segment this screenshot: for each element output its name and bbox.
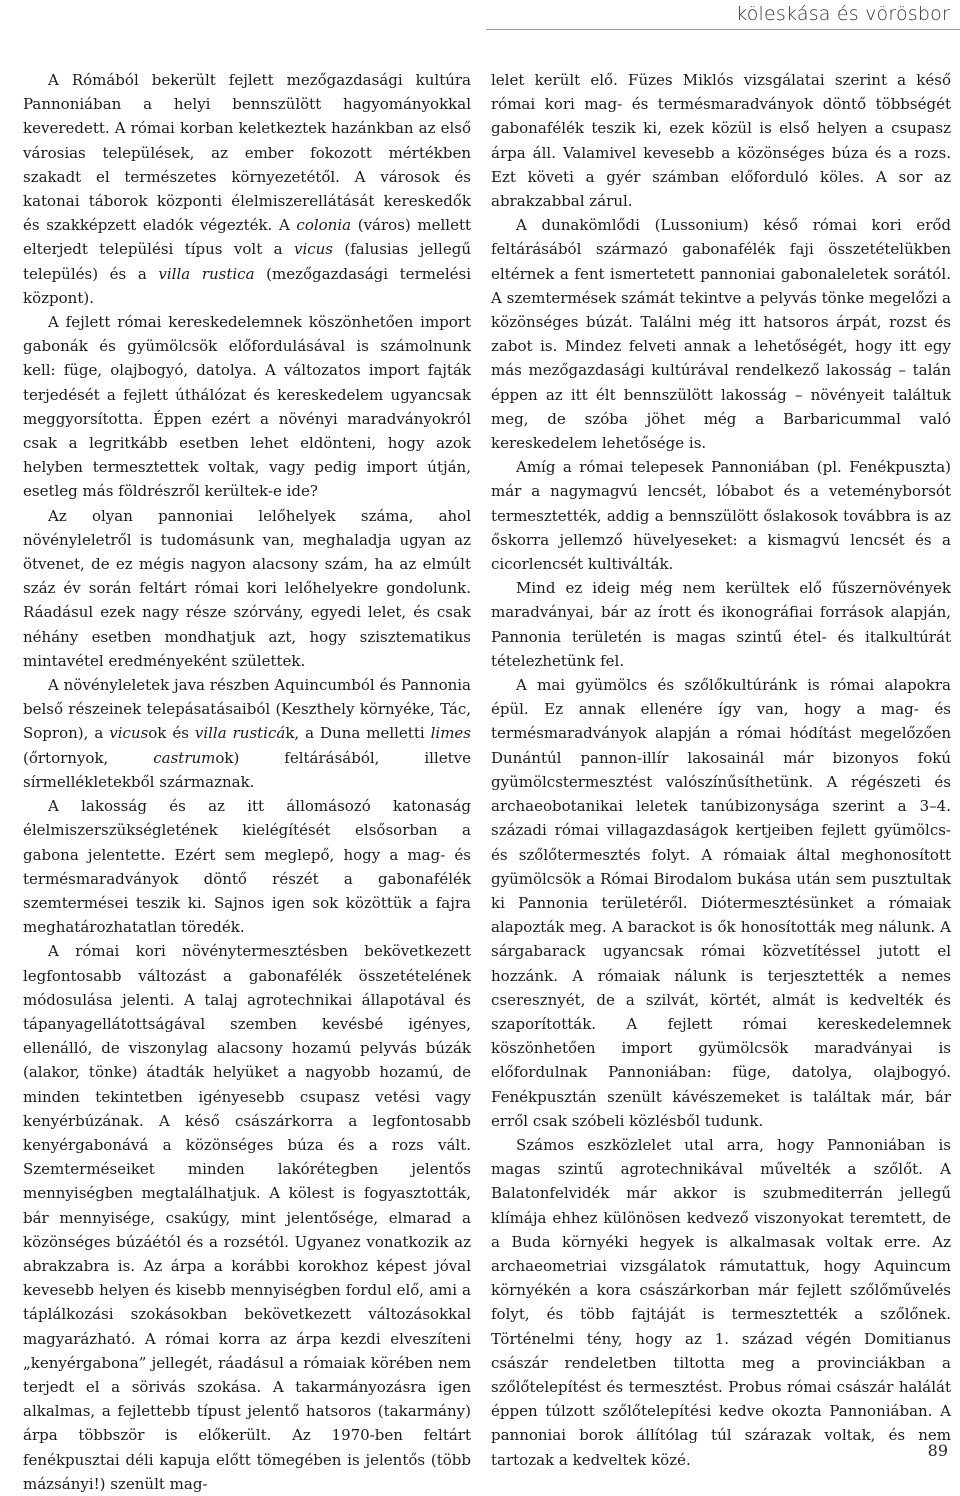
- text-run: Amíg a római telepesek Pannoniában (pl. Fenékpuszta) már a nagymagvú lencsét, lóbabot és a veteményborsót termesztették, addig a bennszülött őslakosok továbbra is az őskorra jellemző hüvelyeseket: a kismagvú lencsét és a cicorlencsét kultiválták.: [491, 458, 951, 574]
- paragraph: [23, 310, 471, 504]
- italic-term: castrum: [153, 748, 216, 767]
- page-number: 89: [927, 1441, 948, 1460]
- italic-term: villa rusticá: [194, 724, 286, 743]
- right-column: [491, 68, 951, 1472]
- italic-term: villa rustica: [158, 264, 255, 283]
- paragraph-continued: [491, 68, 951, 213]
- paragraph: [23, 68, 471, 310]
- paragraph: [491, 455, 951, 576]
- running-title: köleskása és vörösbor: [736, 3, 950, 25]
- text-run: k, a Duna melletti: [285, 724, 431, 743]
- left-column: [23, 68, 471, 1496]
- paragraph: [23, 504, 471, 673]
- italic-term: vicus: [293, 240, 333, 259]
- text-run: (város) mellett elterjedt települési típus volt a: [23, 216, 471, 259]
- text-run: A dunakömlődi (Lussonium) késő római kori erőd feltárásából származó gabonafélék faji összetételükben eltérnek a fent ismertetett pannoniai gabonaleletek sorától. A szemtermések számát tekintve a pelyvás tönke megelőzi a közönséges búzát. Találni még itt hatsoros árpát, rozst és zabot is. Mindez felveti annak a lehetőségét, hogy itt egy más mezőgazdasági kultúrával rendelkező lakosság – talán éppen az itt élt bennszülött lakosság – növényeit találtuk meg, de szóba jöhet még a Barbaricummal való kereskedelem lehetősége is.: [491, 216, 951, 453]
- text-run: A fejlett római kereskedelemnek köszönhetően import gabonák és gyümölcsök előfordulásával is számolnunk kell: füge, olajbogyó, datolya. A változatos import fajták terjedését a fejlett úthálózat és kereskedelem ugyancsak meggyorsította. Éppen ezért a növényi maradványokról csak a legritkább esetben lehet eldönteni, hogy azok helyben termesztettek voltak, vagy pedig import útján, esetleg más földrészről kerültek-e ide?: [23, 313, 471, 501]
- text-run: A növényleletek java részben Aquincumból és Pannonia belső részeinek telepásatásaiból (Keszthely környéke, Tác, Sopron), a: [23, 676, 471, 743]
- header-rule: [486, 29, 960, 30]
- text-run: Az olyan pannoniai lelőhelyek száma, ahol növényleletről is tudomásunk van, meghaladja ugyan az ötvenet, de ez mégis nagyon alacsony szám, ha az elmúlt száz év során feltárt római kori lelőhelyekre gondolunk. Ráadásul ezek nagy része szórvány, egyedi lelet, és csak néhány esetben mondhatjuk azt, hogy szisztematikus mintavétel eredményeként születtek.: [23, 506, 471, 670]
- text-run: A lakosság és az itt állomásozó katonaság élelmiszerszükségletének kielégítését elsősorban a gabona jelentette. Ezért sem meglepő, hogy a mag- és termésmaradványok döntő részét a gabonafélék szemtermései teszik ki. Sajnos igen sok közöttük a fajra meghatározhatatlan töredék.: [23, 797, 471, 937]
- paragraph: [491, 576, 951, 673]
- paragraph: [23, 794, 471, 939]
- text-run: A római kori növénytermesztésben bekövetkezett legfontosabb változást a gabonafélék összetételének módosulása jelenti. A talaj agrotechnikai állapotával és tápanyagellátottságával szemben kevésbé igényes, ellenálló, de viszonylag alacsony hozamú pelyvás búzák (alakor, tönke) átadták helyüket a nagyobb hozamú, de minden tekintetben igényesebb csupasz vetési vagy kenyérbúzának. A késő császárkorra a legfontosabb kenyérgabonává a közönséges búza és a rozs vált. Szemterméseiket minden lakórétegben jelentős mennyiségben megtalálhatjuk. A kölest is fogyasztották, bár mennyisége, csakúgy, mint jelentősége, elmarad a közönséges búzáétól és a rozsétól. Ugyanez vonatkozik az abrakzabra is. Az árpa a korábbi korokhoz képest jóval kevesebb helyen és kisebb mennyiségben fordul elő, ami a táplálkozási szokásokban bekövetkezett változásokkal magyarázható. A római korra az árpa kezdi elveszíteni „kenyérgabona” jellegét, ráadásul a rómaiak körében nem terjedt el a sörivás szokása. A takarmányozásra igen alkalmas, a fejlettebb típust jelentő hatsoros (takarmány) árpa többször is előkerült. Az 1970-ben feltárt fenékpusztai déli kapuja előtt tömegében is jelentős (több mázsányi!) szenült mag-: [23, 942, 471, 1493]
- italic-term: vicus: [109, 724, 149, 743]
- text-run: lelet került elő. Füzes Miklós vizsgálatai szerint a késő római kori mag- és termésmaradványok döntő többségét gabonafélék teszik ki, ezek közül is első helyen a csupasz árpa áll. Valamivel kevesebb a közönséges búza és a rozs. Ezt követi a gyér számban előforduló köles. A sor az abrakzabbal zárul.: [491, 71, 951, 211]
- italic-term: colonia: [296, 216, 352, 235]
- text-run: A Rómából bekerült fejlett mezőgazdasági kultúra Pannoniában a helyi bennszülött hagyományokkal keveredett. A római korban keletkeztek hazánkban az első városias települések, az ember fokozott mértékben szakadt el természetes környezetétől. A városok és katonai táborok központi élelmiszerellátását kereskedők és szakképzett eladók végezték. A: [23, 71, 471, 235]
- text-run: (mezőgazdasági termelési központ).: [23, 264, 472, 307]
- italic-term: limes: [430, 724, 472, 743]
- paragraph: [491, 1133, 951, 1472]
- text-run: ok) feltárásából, illetve sírmellékletekből származnak.: [23, 748, 472, 791]
- paragraph: [491, 213, 951, 455]
- running-header: [0, 0, 960, 40]
- paragraph: [23, 939, 471, 1496]
- text-run: Számos eszközlelet utal arra, hogy Pannoniában is magas szintű agrotechnikával művelték a szőlőt. A Balatonfelvidék már akkor is szubmediterrán jellegű klímája ehhez különösen kedvező viszonyokat teremtett, de a Buda környéki hegyek is alkalmasak voltak erre. Az archaeometriai vizsgálatok rámutattuk, hogy Aquincum környékén a kora császárkorban már fejlett szőlőművelés folyt, és több fajtáját is termesztették a szőlőnek. Történelmi tény, hogy az 1. század végén Domitianus császár rendeletben tiltotta meg a provinciákban a szőlőtelepítést és termesztést. Probus római császár halálát éppen túlzott szőlőtelepítési kedve okozta Pannoniában. A pannoniai borok állítólag túl szárazak voltak, és nem tartozak a kedveltek közé.: [491, 1135, 951, 1469]
- text-run: Mind ez ideig még nem kerültek elő fűszernövények maradványai, bár az írott és ikonográfiai források alapján, Pannonia területén is magas szintű étel- és italkultúrát tételezhetünk fel.: [491, 579, 951, 670]
- paragraph: [491, 673, 951, 1133]
- paragraph: [23, 673, 471, 794]
- text-run: (falusias jellegű település) és a: [23, 240, 471, 283]
- text-run: (őrtornyok,: [23, 748, 154, 767]
- text-run: A mai gyümölcs és szőlőkultúránk is római alapokra épül. Ez annak ellenére így van, hogy a mag- és termésmaradványok alapján a római hódítást megelőzően Dunántúl pannon-illír lakosainál már bizonyos fokú gyümölcstermesztést valószínűsíthetünk. A régészeti és archaeobotanikai leletek tanúbizonysága szerint a 3–4. századi római villagazdaságok kertjeiben fejlett gyümölcs- és szőlőtermesztés folyt. A rómaiak által meghonosított gyümölcsök a Római Birodalom bukása után sem pusztultak ki Pannonia területéről. Diótermesztésünket a rómaiak alapozták meg. A barackot is ők honosították meg nálunk. A sárgabarack ugyancsak római közvetítéssel jutott el hozzánk. A rómaiak nálunk is terjesztették a nemes cseresznyét, de a szilvát, körtét, almát is kedvelték és szaporították. A fejlett római kereskedelemnek köszönhetően import gyümölcsök maradványai is előfordulnak Pannoniában: füge, datolya, olajbogyó. Fenékpusztán szenült kávészemeket is találtak már, bár erről csak szóbeli közlésből tudunk.: [491, 676, 951, 1130]
- text-run: ok és: [148, 724, 195, 743]
